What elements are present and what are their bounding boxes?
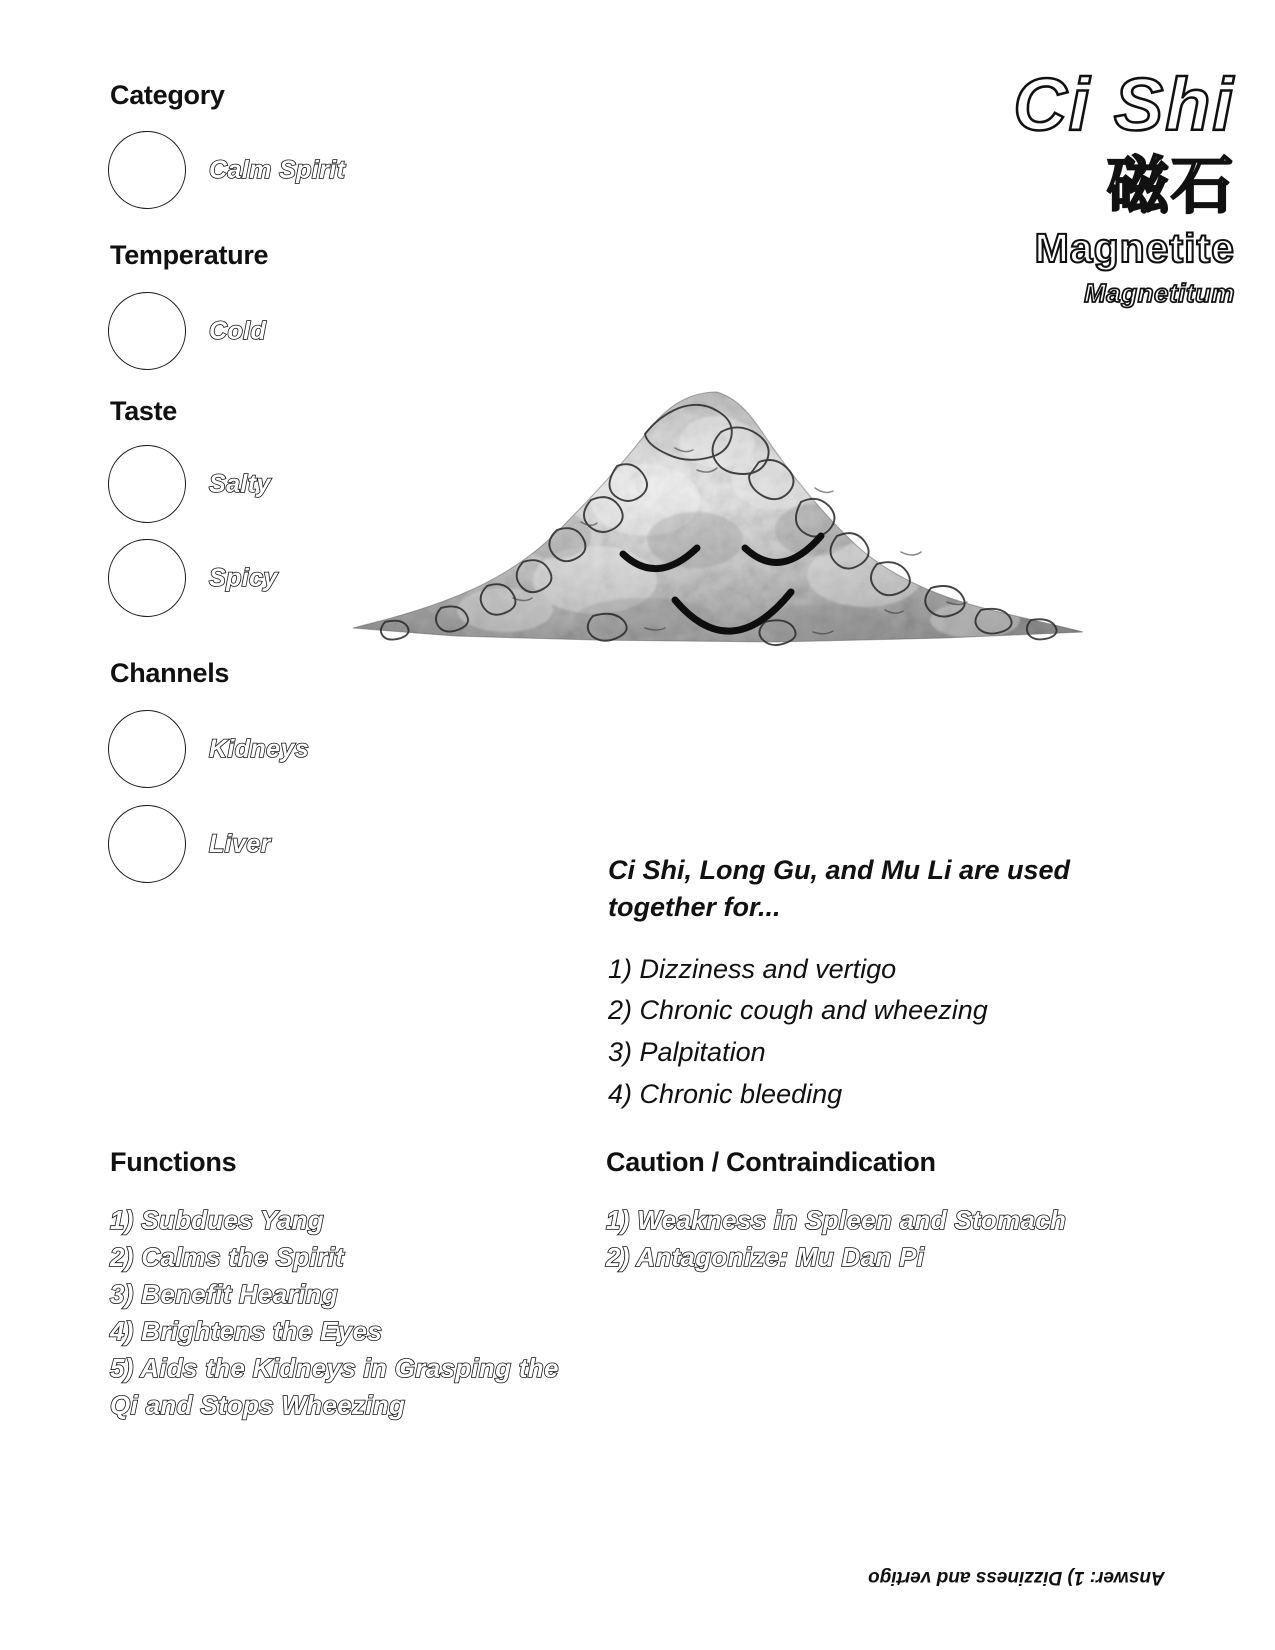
- magnetite-pile-svg: [345, 370, 1090, 650]
- function-item: 2) Calms the Spirit: [110, 1241, 344, 1272]
- title-block: [675, 63, 1235, 309]
- combination-option[interactable]: 1) Dizziness and vertigo: [608, 953, 897, 984]
- magnetite-pile-illustration: [345, 370, 1090, 650]
- option-row-kidneys[interactable]: [108, 710, 309, 788]
- function-item: 1) Subdues Yang: [110, 1205, 324, 1235]
- answer-footer: Answer: 1) Dizziness and vertigo: [868, 1567, 1165, 1588]
- functions-block: [110, 1147, 580, 1423]
- checkbox-circle-spicy[interactable]: [108, 539, 186, 617]
- checkbox-circle-calm-spirit[interactable]: [108, 131, 186, 209]
- heading-category: Category: [110, 80, 225, 110]
- combination-answer-list: [608, 949, 1138, 1116]
- checkbox-circle-kidneys[interactable]: [108, 710, 186, 788]
- function-item: 3) Benefit Hearing: [110, 1278, 338, 1309]
- heading-temperature: Temperature: [110, 240, 269, 270]
- heading-functions: Functions: [110, 1147, 237, 1177]
- hanzi-title: 磁石: [1106, 149, 1235, 222]
- caution-item: 1) Weakness in Spleen and Stomach: [606, 1205, 1067, 1235]
- combination-question-block: [608, 852, 1138, 1116]
- option-label-kidneys: Kidneys: [209, 734, 310, 763]
- heading-taste: Taste: [110, 396, 178, 426]
- option-row-calm-spirit[interactable]: [108, 131, 345, 209]
- option-label-calm-spirit: Calm Spirit: [209, 155, 346, 184]
- option-row-spicy[interactable]: [108, 539, 278, 617]
- latin-pharmaceutical-name: Magnetitum: [1084, 278, 1235, 309]
- option-label-salty: Salty: [209, 469, 271, 498]
- heading-channels: Channels: [110, 658, 230, 688]
- english-common-name: Magnetite: [1034, 225, 1235, 272]
- checkbox-circle-cold[interactable]: [108, 292, 186, 370]
- combination-option[interactable]: 3) Palpitation: [608, 1037, 766, 1068]
- function-item: 4) Brightens the Eyes: [110, 1315, 383, 1346]
- combination-option[interactable]: 4) Chronic bleeding: [608, 1079, 843, 1110]
- option-label-liver: Liver: [209, 829, 271, 858]
- pinyin-title: Ci Shi: [1013, 63, 1235, 146]
- caution-block: [606, 1147, 1076, 1276]
- option-label-cold: Cold: [209, 316, 267, 345]
- combination-question: Ci Shi, Long Gu, and Mu Li are used together for...: [608, 855, 1071, 923]
- option-row-cold[interactable]: [108, 292, 266, 370]
- option-label-spicy: Spicy: [209, 563, 278, 592]
- checkbox-circle-liver[interactable]: [108, 805, 186, 883]
- function-item: 5) Aids the Kidneys in Grasping the Qi and Stops Wheezing: [110, 1352, 559, 1420]
- functions-list: [110, 1202, 580, 1423]
- checkbox-circle-salty[interactable]: [108, 445, 186, 523]
- caution-item: 2) Antagonize: Mu Dan Pi: [606, 1241, 925, 1272]
- caution-list: [606, 1202, 1076, 1276]
- option-row-liver[interactable]: [108, 805, 271, 883]
- combination-option[interactable]: 2) Chronic cough and wheezing: [608, 995, 988, 1026]
- heading-caution: Caution / Contraindication: [606, 1147, 936, 1177]
- option-row-salty[interactable]: [108, 445, 271, 523]
